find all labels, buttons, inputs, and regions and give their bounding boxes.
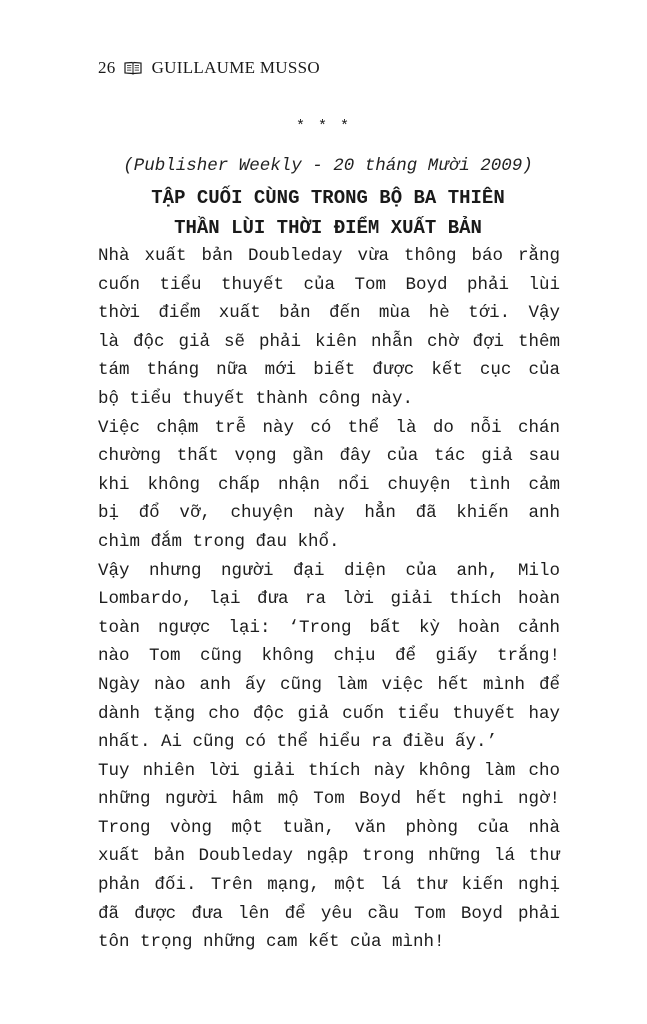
text-line: Nhà xuất bản Doubleday vừa thông báo rằng bbox=[98, 246, 560, 266]
text-line: xuất bản Doubleday ngập trong những lá thư bbox=[98, 846, 560, 867]
text-line: Ngày nào anh ấy cũng làm việc hết mình để bbox=[98, 674, 560, 695]
headline-line: TẬP CUỐI CÙNG TRONG BỘ BA THIÊN bbox=[151, 187, 505, 209]
running-head bbox=[98, 58, 320, 78]
text-line: Trong vòng một tuần, văn phòng của nhà bbox=[98, 817, 560, 838]
text-line: chường thất vọng gần đây của tác giả sau bbox=[98, 446, 560, 467]
paragraph bbox=[98, 414, 560, 557]
text-line: phản đối. Trên mạng, một lá thư kiến nghị bbox=[98, 875, 560, 896]
paragraph bbox=[98, 757, 560, 957]
paragraph bbox=[98, 557, 560, 757]
text-line: khi không chấp nhận nổi chuyện tình cảm bbox=[98, 474, 560, 495]
text-line: Tuy nhiên lời giải thích này không làm cho bbox=[98, 760, 560, 781]
text-line: nhất. Ai cũng có thể hiểu ra điều ấy.’ bbox=[98, 732, 498, 753]
text-line: dành tặng cho độc giả cuốn tiểu thuyết hay bbox=[98, 703, 560, 724]
text-line: tám tháng nữa mới biết được kết cục của bbox=[98, 360, 560, 381]
headline-line: THẦN LÙI THỜI ĐIỂM XUẤT BẢN bbox=[174, 217, 482, 239]
text-line: toàn ngược lại: ‘Trong bất kỳ hoàn cảnh bbox=[98, 617, 560, 638]
author-name: GUILLAUME MUSSO bbox=[151, 58, 320, 77]
page-number: 26 bbox=[98, 58, 116, 77]
text-line: chìm đắm trong đau khổ. bbox=[98, 531, 340, 552]
text-line: Việc chậm trễ này có thể là do nỗi chán bbox=[98, 417, 560, 438]
article-body bbox=[98, 242, 560, 957]
text-line: những người hâm mộ Tom Boyd hết nghi ngờ! bbox=[98, 789, 560, 810]
text-line: Lombardo, lại đưa ra lời giải thích hoàn bbox=[98, 589, 560, 610]
open-book-icon bbox=[124, 61, 142, 75]
text-line: cuốn tiểu thuyết của Tom Boyd phải lùi bbox=[98, 274, 560, 295]
text-line: đã được đưa lên để yêu cầu Tom Boyd phải bbox=[98, 903, 560, 924]
text-line: bị đổ vỡ, chuyện này hẳn đã khiến anh bbox=[98, 503, 560, 524]
section-separator: * * * bbox=[295, 118, 351, 135]
text-line: thời điểm xuất bản đến mùa hè tới. Vậy bbox=[98, 303, 560, 324]
text-line: tôn trọng những cam kết của mình! bbox=[98, 932, 445, 953]
text-line: bộ tiểu thuyết thành công này. bbox=[98, 388, 414, 409]
headline bbox=[98, 183, 558, 243]
text-line: là độc giả sẽ phải kiên nhẫn chờ đợi thêm bbox=[98, 331, 560, 352]
text-line: Vậy nhưng người đại diện của anh, Milo bbox=[98, 560, 560, 581]
text-line: nào Tom cũng không chịu để giấy trắng! bbox=[98, 646, 560, 667]
source-line: (Publisher Weekly - 20 tháng Mười 2009) bbox=[123, 156, 533, 176]
paragraph bbox=[98, 242, 560, 414]
